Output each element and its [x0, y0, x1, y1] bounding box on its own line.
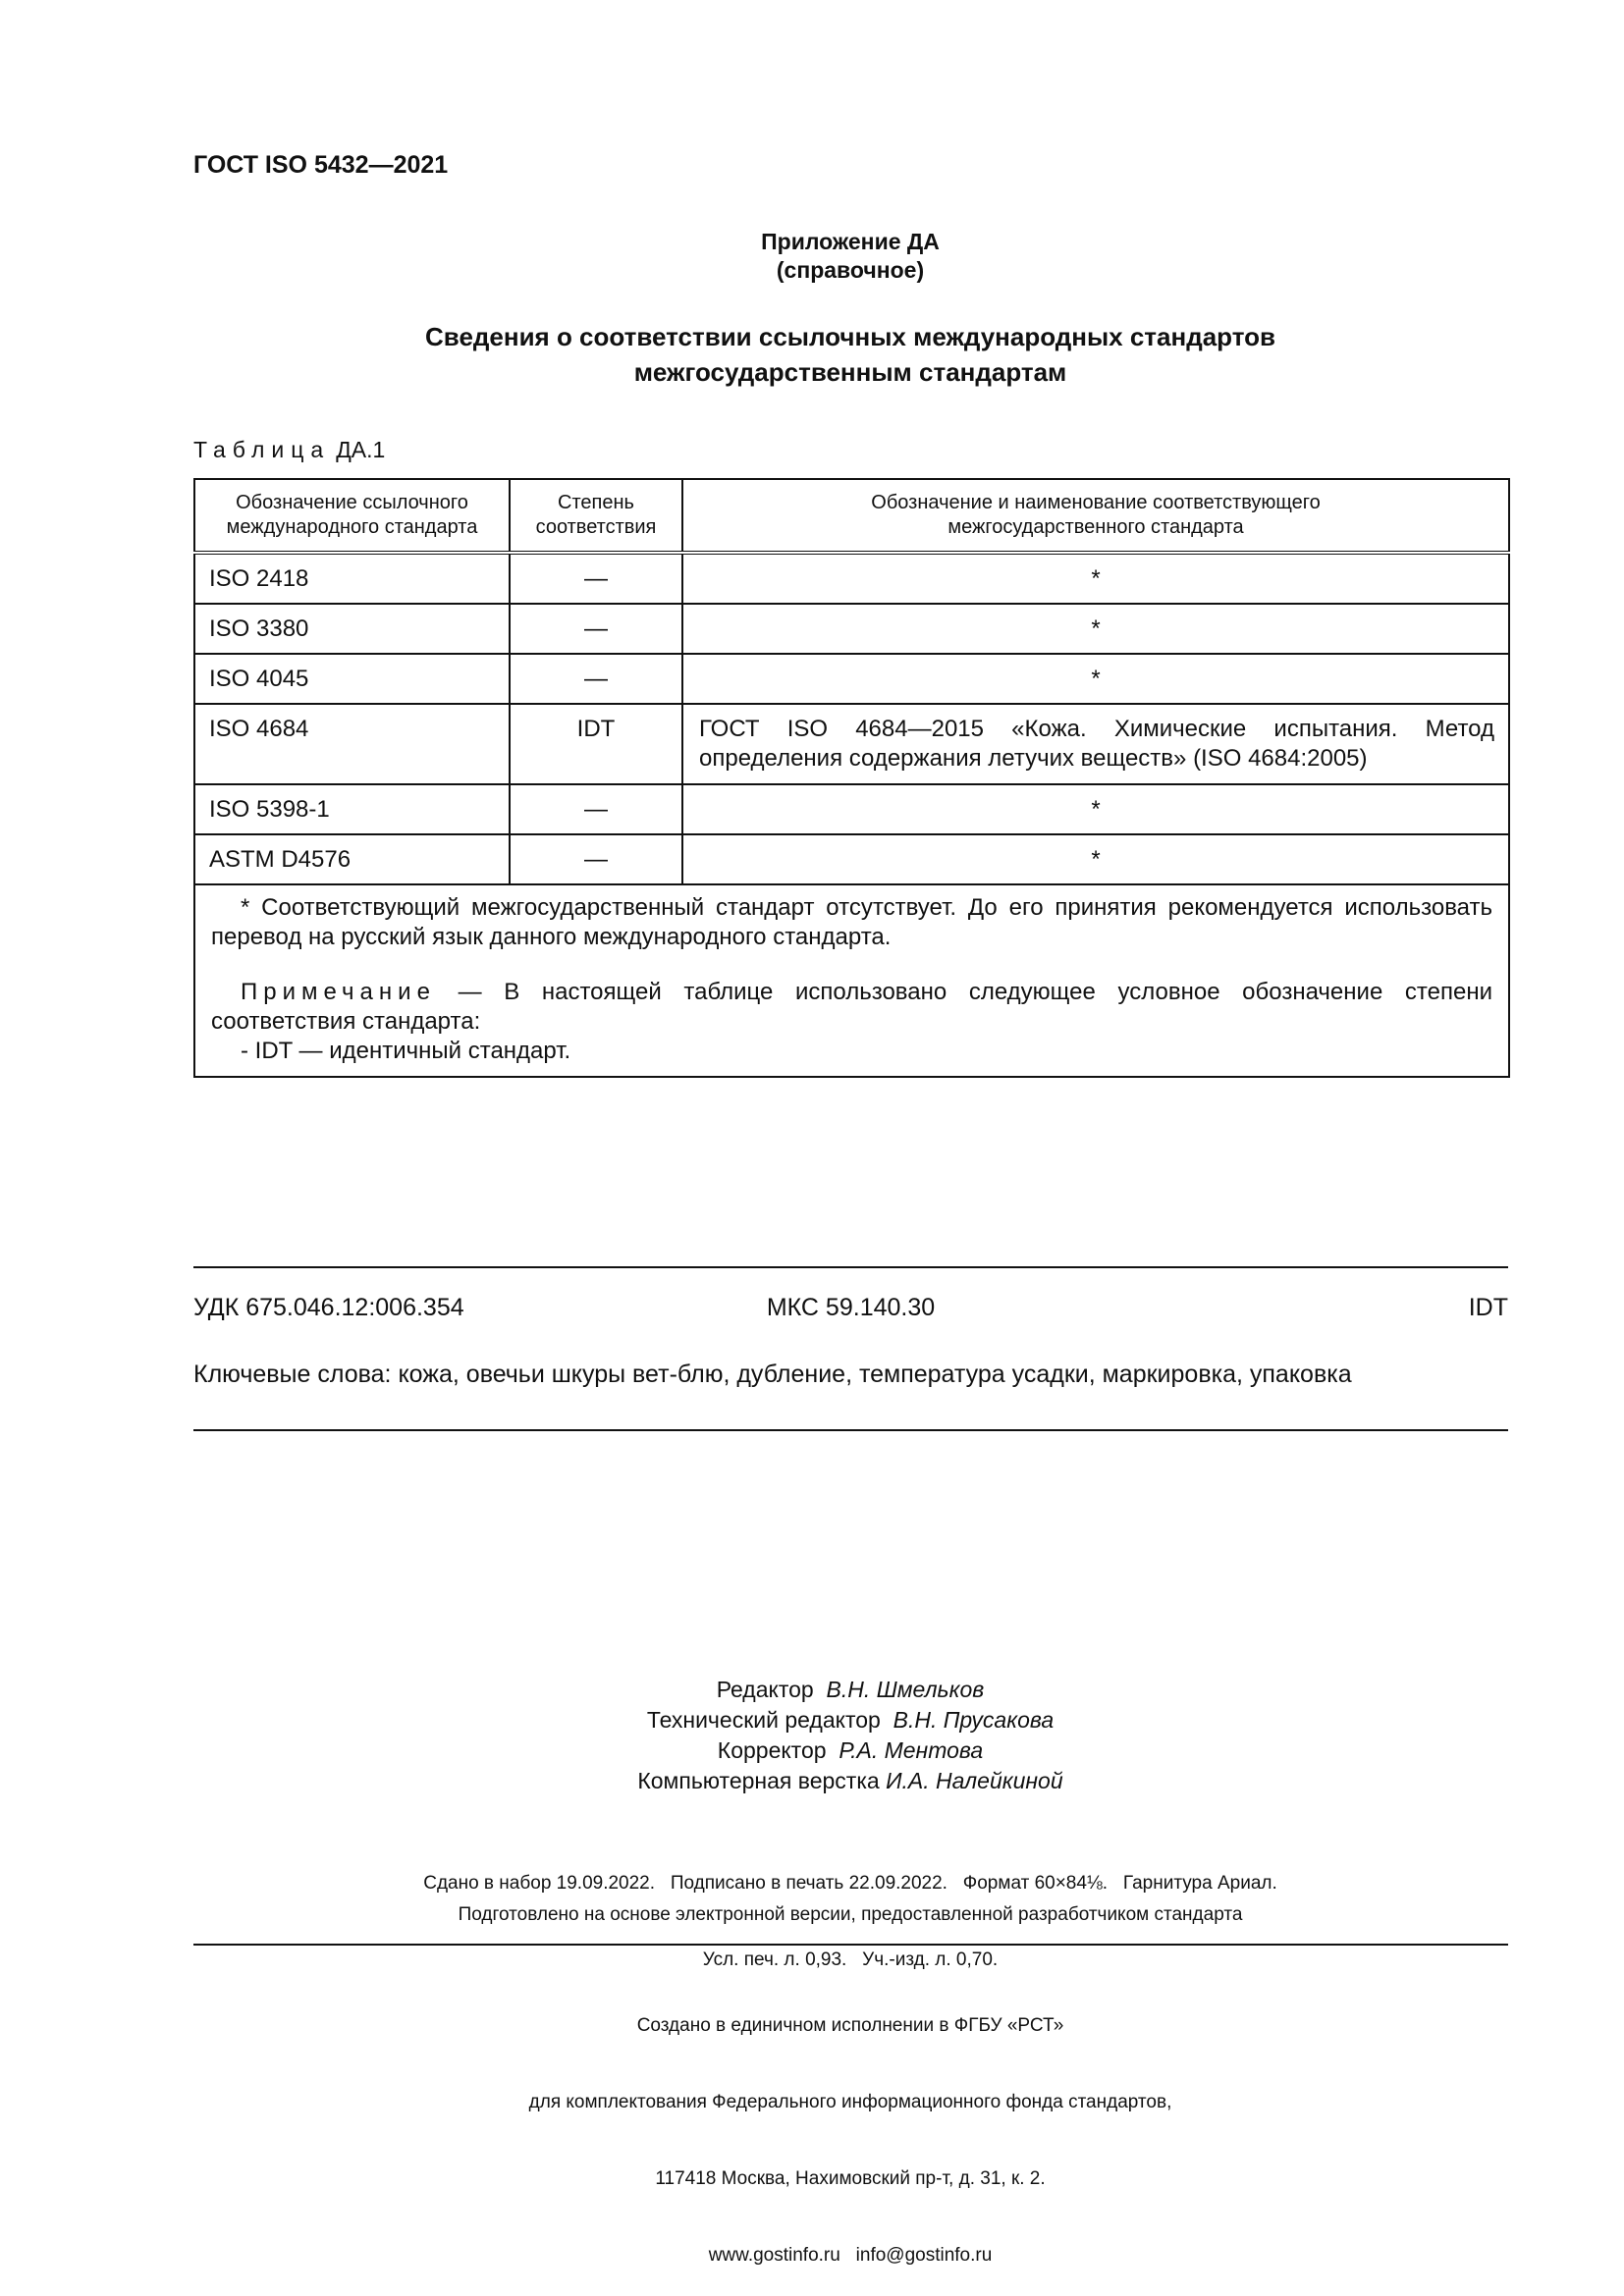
divider-top	[193, 1266, 1508, 1268]
publisher-line-4: www.gostinfo.ru info@gostinfo.ru	[708, 2245, 993, 2266]
appendix-subtitle: (справочное)	[776, 257, 925, 283]
divider-bottom	[193, 1944, 1508, 1946]
document-code: ГОСТ ISO 5432—2021	[193, 151, 449, 179]
cell-national: *	[682, 834, 1509, 884]
publisher-info	[193, 1962, 1507, 2294]
table-row	[194, 834, 1509, 884]
cell-national: ГОСТ ISO 4684—2015 «Кожа. Химические испытания. Метод определения содержания летучих веществ» (ISO 4684:2005)	[682, 704, 1509, 784]
correspondence-table	[193, 478, 1510, 1078]
cell-national: *	[682, 553, 1509, 604]
cell-national: *	[682, 604, 1509, 654]
appendix-title: Приложение ДА	[761, 229, 940, 254]
cell-degree: —	[510, 654, 682, 704]
table-header-row	[194, 479, 1509, 553]
cell-reference: ASTM D4576	[194, 834, 510, 884]
note-word: Примечание	[241, 979, 436, 1005]
publication-line-1: Сдано в набор 19.09.2022. Подписано в печать 22.09.2022. Формат 60×84⅛. Гарнитура Ариал.	[423, 1873, 1277, 1894]
cell-degree: —	[510, 784, 682, 834]
table-notes-row	[194, 884, 1509, 1077]
cell-national: *	[682, 654, 1509, 704]
table-footnote: * Соответствующий межгосударственный стандарт отсутствует. До его принятия рекомендуется использовать перевод на русский язык данного международного стандарта.	[211, 894, 1492, 950]
header-col2-line2: соответствия	[535, 516, 657, 538]
layout-label: Компьютерная верстка	[637, 1768, 880, 1793]
publisher-line-1: Создано в единичном исполнении в ФГБУ «РСТ»	[636, 2015, 1064, 2036]
header-col1-line2: международного стандарта	[226, 516, 478, 538]
credit-tech-editor	[193, 1705, 1507, 1735]
mks-code: МКС 59.140.30	[766, 1294, 936, 1321]
document-title	[193, 319, 1507, 390]
table-caption-number: ДА.1	[336, 437, 386, 462]
table-caption-word: Таблица	[193, 437, 331, 462]
note-text: — В настоящей таблице использовано следующее условное обозначение степени соответствия стандарта:	[211, 979, 1492, 1035]
publisher-line-2: для комплектования Федерального информационного фонда стандартов,	[528, 2092, 1172, 2112]
credit-editor	[193, 1675, 1507, 1705]
editor-label: Редактор	[716, 1677, 814, 1702]
divider-keywords	[193, 1429, 1508, 1431]
document-title-line-2: межгосударственным стандартам	[633, 357, 1067, 387]
cell-degree: —	[510, 604, 682, 654]
editor-name: В.Н. Шмельков	[826, 1677, 985, 1702]
table-note	[211, 978, 1492, 1037]
tech-editor-label: Технический редактор	[646, 1707, 881, 1733]
header-degree	[510, 479, 682, 553]
prepared-note: Подготовлено на основе электронной версии, предоставленной разработчиком стандарта	[458, 1904, 1243, 1925]
appendix-heading	[193, 228, 1507, 285]
header-col3-line1: Обозначение и наименование соответствующего	[871, 492, 1321, 513]
cell-national: *	[682, 784, 1509, 834]
corrector-label: Корректор	[717, 1737, 827, 1763]
cell-degree: —	[510, 553, 682, 604]
table-row	[194, 604, 1509, 654]
publisher-line-3: 117418 Москва, Нахимовский пр-т, д. 31, к. 2.	[655, 2168, 1046, 2189]
cell-reference: ISO 5398-1	[194, 784, 510, 834]
credits	[193, 1675, 1507, 1796]
table-caption	[193, 437, 385, 463]
credit-corrector	[193, 1735, 1507, 1766]
table-row	[194, 553, 1509, 604]
credit-layout	[193, 1766, 1507, 1796]
degree-code: IDT	[1468, 1294, 1508, 1321]
note-item: - IDT — идентичный стандарт.	[241, 1038, 571, 1064]
cell-degree: —	[510, 834, 682, 884]
publication-line-2: Усл. печ. л. 0,93. Уч.-изд. л. 0,70.	[702, 1949, 999, 1970]
document-title-line-1: Сведения о соответствии ссылочных международных стандартов	[425, 322, 1275, 351]
header-reference-standard	[194, 479, 510, 553]
cell-reference: ISO 2418	[194, 553, 510, 604]
udk-code: УДК 675.046.12:006.354	[193, 1294, 464, 1321]
cell-degree: IDT	[510, 704, 682, 784]
header-col2-line1: Степень	[558, 492, 634, 513]
keywords: Ключевые слова: кожа, овечьи шкуры вет-блю, дубление, температура усадки, маркировка, упаковка	[193, 1361, 1352, 1388]
cell-reference: ISO 3380	[194, 604, 510, 654]
table-row	[194, 784, 1509, 834]
header-col3-line2: межгосударственного стандарта	[947, 516, 1244, 538]
tech-editor-name: В.Н. Прусакова	[893, 1707, 1055, 1733]
cell-reference: ISO 4684	[194, 704, 510, 784]
corrector-name: Р.А. Ментова	[839, 1737, 984, 1763]
layout-name: И.А. Налейкиной	[886, 1768, 1063, 1793]
table-notes	[194, 884, 1509, 1077]
cell-reference: ISO 4045	[194, 654, 510, 704]
header-col1-line1: Обозначение ссылочного	[236, 492, 468, 513]
table-row	[194, 704, 1509, 784]
table-row	[194, 654, 1509, 704]
header-national-standard	[682, 479, 1509, 553]
